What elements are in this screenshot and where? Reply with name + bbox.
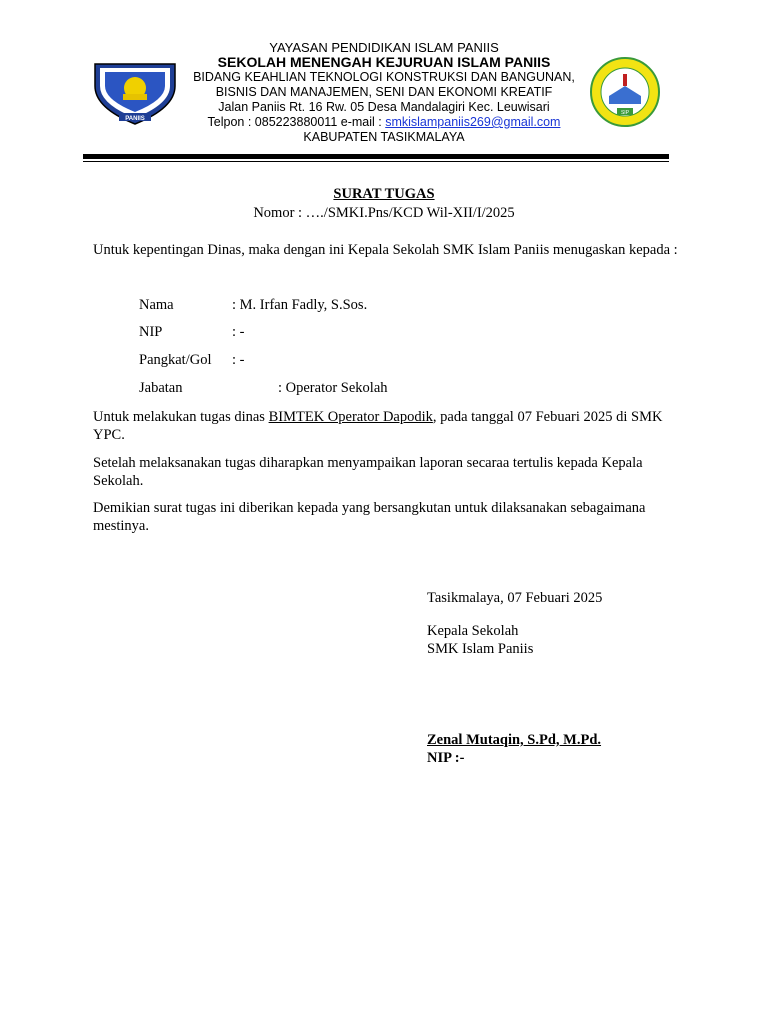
signer-name: Zenal Mutaqin, S.Pd, M.Pd. xyxy=(427,732,602,748)
letter-number: Nomor : …./SMKI.Pns/KCD Wil-XII/I/2025 xyxy=(253,205,515,221)
signer-school: SMK Islam Paniis xyxy=(427,641,534,657)
name-value: : M. Irfan Fadly, S.Sos. xyxy=(232,297,368,313)
school-name: SEKOLAH MENENGAH KEJURUAN ISLAM PANIIS xyxy=(217,54,551,70)
regency: KABUPATEN TASIKMALAYA xyxy=(303,130,465,144)
task-prefix: Untuk melakukan tugas dinas xyxy=(93,409,269,425)
nip-label: NIP xyxy=(139,324,163,340)
phone-text: Telpon : 085223880011 e-mail : xyxy=(207,115,386,129)
position-value: : Operator Sekolah xyxy=(278,380,388,396)
task-event: BIMTEK Operator Dapodik xyxy=(268,409,433,425)
rank-value: : - xyxy=(232,352,245,368)
logo-right-band: SIP xyxy=(620,110,630,116)
foundation-name: YAYASAN PENDIDIKAN ISLAM PANIIS xyxy=(269,40,499,55)
position-label: Jabatan xyxy=(139,380,183,396)
closing-paragraph: Demikian surat tugas ini diberikan kepada yang bersangkutan untuk dilaksanakan sebagaimana mestinya. xyxy=(93,500,646,534)
field-line-2: BISNIS DAN MANAJEMEN, SENI DAN EKONOMI KREATIF xyxy=(215,85,553,99)
letterhead-divider-thin xyxy=(83,161,669,162)
logo-left-band: PANIIS xyxy=(125,116,145,122)
letter-title: SURAT TUGAS xyxy=(333,186,435,202)
nip-value: : - xyxy=(232,324,245,340)
task-paragraph xyxy=(93,408,683,444)
name-label: Nama xyxy=(139,297,174,313)
report-paragraph: Setelah melaksanakan tugas diharapkan menyampaikan laporan secaraa tertulis kepada Kepala Sekolah. xyxy=(93,455,643,489)
contact-line xyxy=(0,115,768,130)
rank-label: Pangkat/Gol xyxy=(139,352,212,368)
signer-nip: NIP :- xyxy=(427,750,465,766)
letterhead xyxy=(0,40,768,145)
field-line-1: BIDANG KEAHLIAN TEKNOLOGI KONSTRUKSI DAN BANGUNAN, xyxy=(193,70,575,84)
intro-paragraph: Untuk kepentingan Dinas, maka dengan ini Kepala Sekolah SMK Islam Paniis menugaskan kepada : xyxy=(93,242,678,258)
letterhead-divider-thick xyxy=(83,154,669,159)
school-address: Jalan Paniis Rt. 16 Rw. 05 Desa Mandalagiri Kec. Leuwisari xyxy=(218,100,550,114)
email-link[interactable]: smkislampaniis269@gmail.com xyxy=(385,115,561,129)
signer-position: Kepala Sekolah xyxy=(427,623,519,639)
place-date: Tasikmalaya, 07 Febuari 2025 xyxy=(427,590,603,606)
task-suffix: , pada tanggal 07 Febuari 2025 di SMK YPC. xyxy=(93,409,663,443)
